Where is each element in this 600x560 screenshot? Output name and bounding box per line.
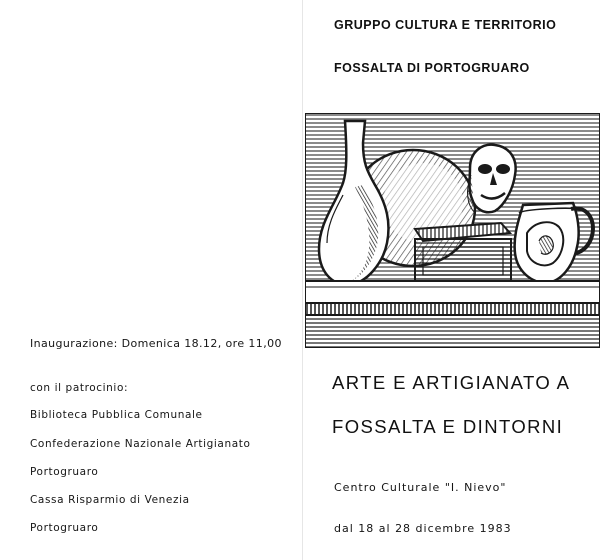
location-name: FOSSALTA DI PORTOGRUARO bbox=[334, 61, 530, 75]
box-shape bbox=[415, 223, 511, 283]
patron-item: Portogruaro bbox=[30, 466, 99, 478]
inauguration-text: Inaugurazione: Domenica 18.12, ore 11,00 bbox=[30, 337, 282, 350]
patronage-heading: con il patrocinio: bbox=[30, 382, 129, 394]
organization-name: GRUPPO CULTURA E TERRITORIO bbox=[334, 18, 557, 32]
patron-item: Portogruaro bbox=[30, 522, 99, 534]
exhibition-title-line2: FOSSALTA E DINTORNI bbox=[332, 416, 564, 437]
dates-text: dal 18 al 28 dicembre 1983 bbox=[334, 522, 512, 535]
exhibition-title-line1: ARTE E ARTIGIANATO A bbox=[332, 372, 571, 393]
patron-item: Confederazione Nazionale Artigianato bbox=[30, 438, 251, 450]
still-life-illustration bbox=[305, 113, 600, 348]
patron-item: Biblioteca Pubblica Comunale bbox=[30, 409, 203, 421]
table-shape bbox=[305, 281, 600, 348]
patron-item: Cassa Risparmio di Venezia bbox=[30, 494, 190, 506]
venue-text: Centro Culturale "I. Nievo" bbox=[334, 481, 507, 494]
